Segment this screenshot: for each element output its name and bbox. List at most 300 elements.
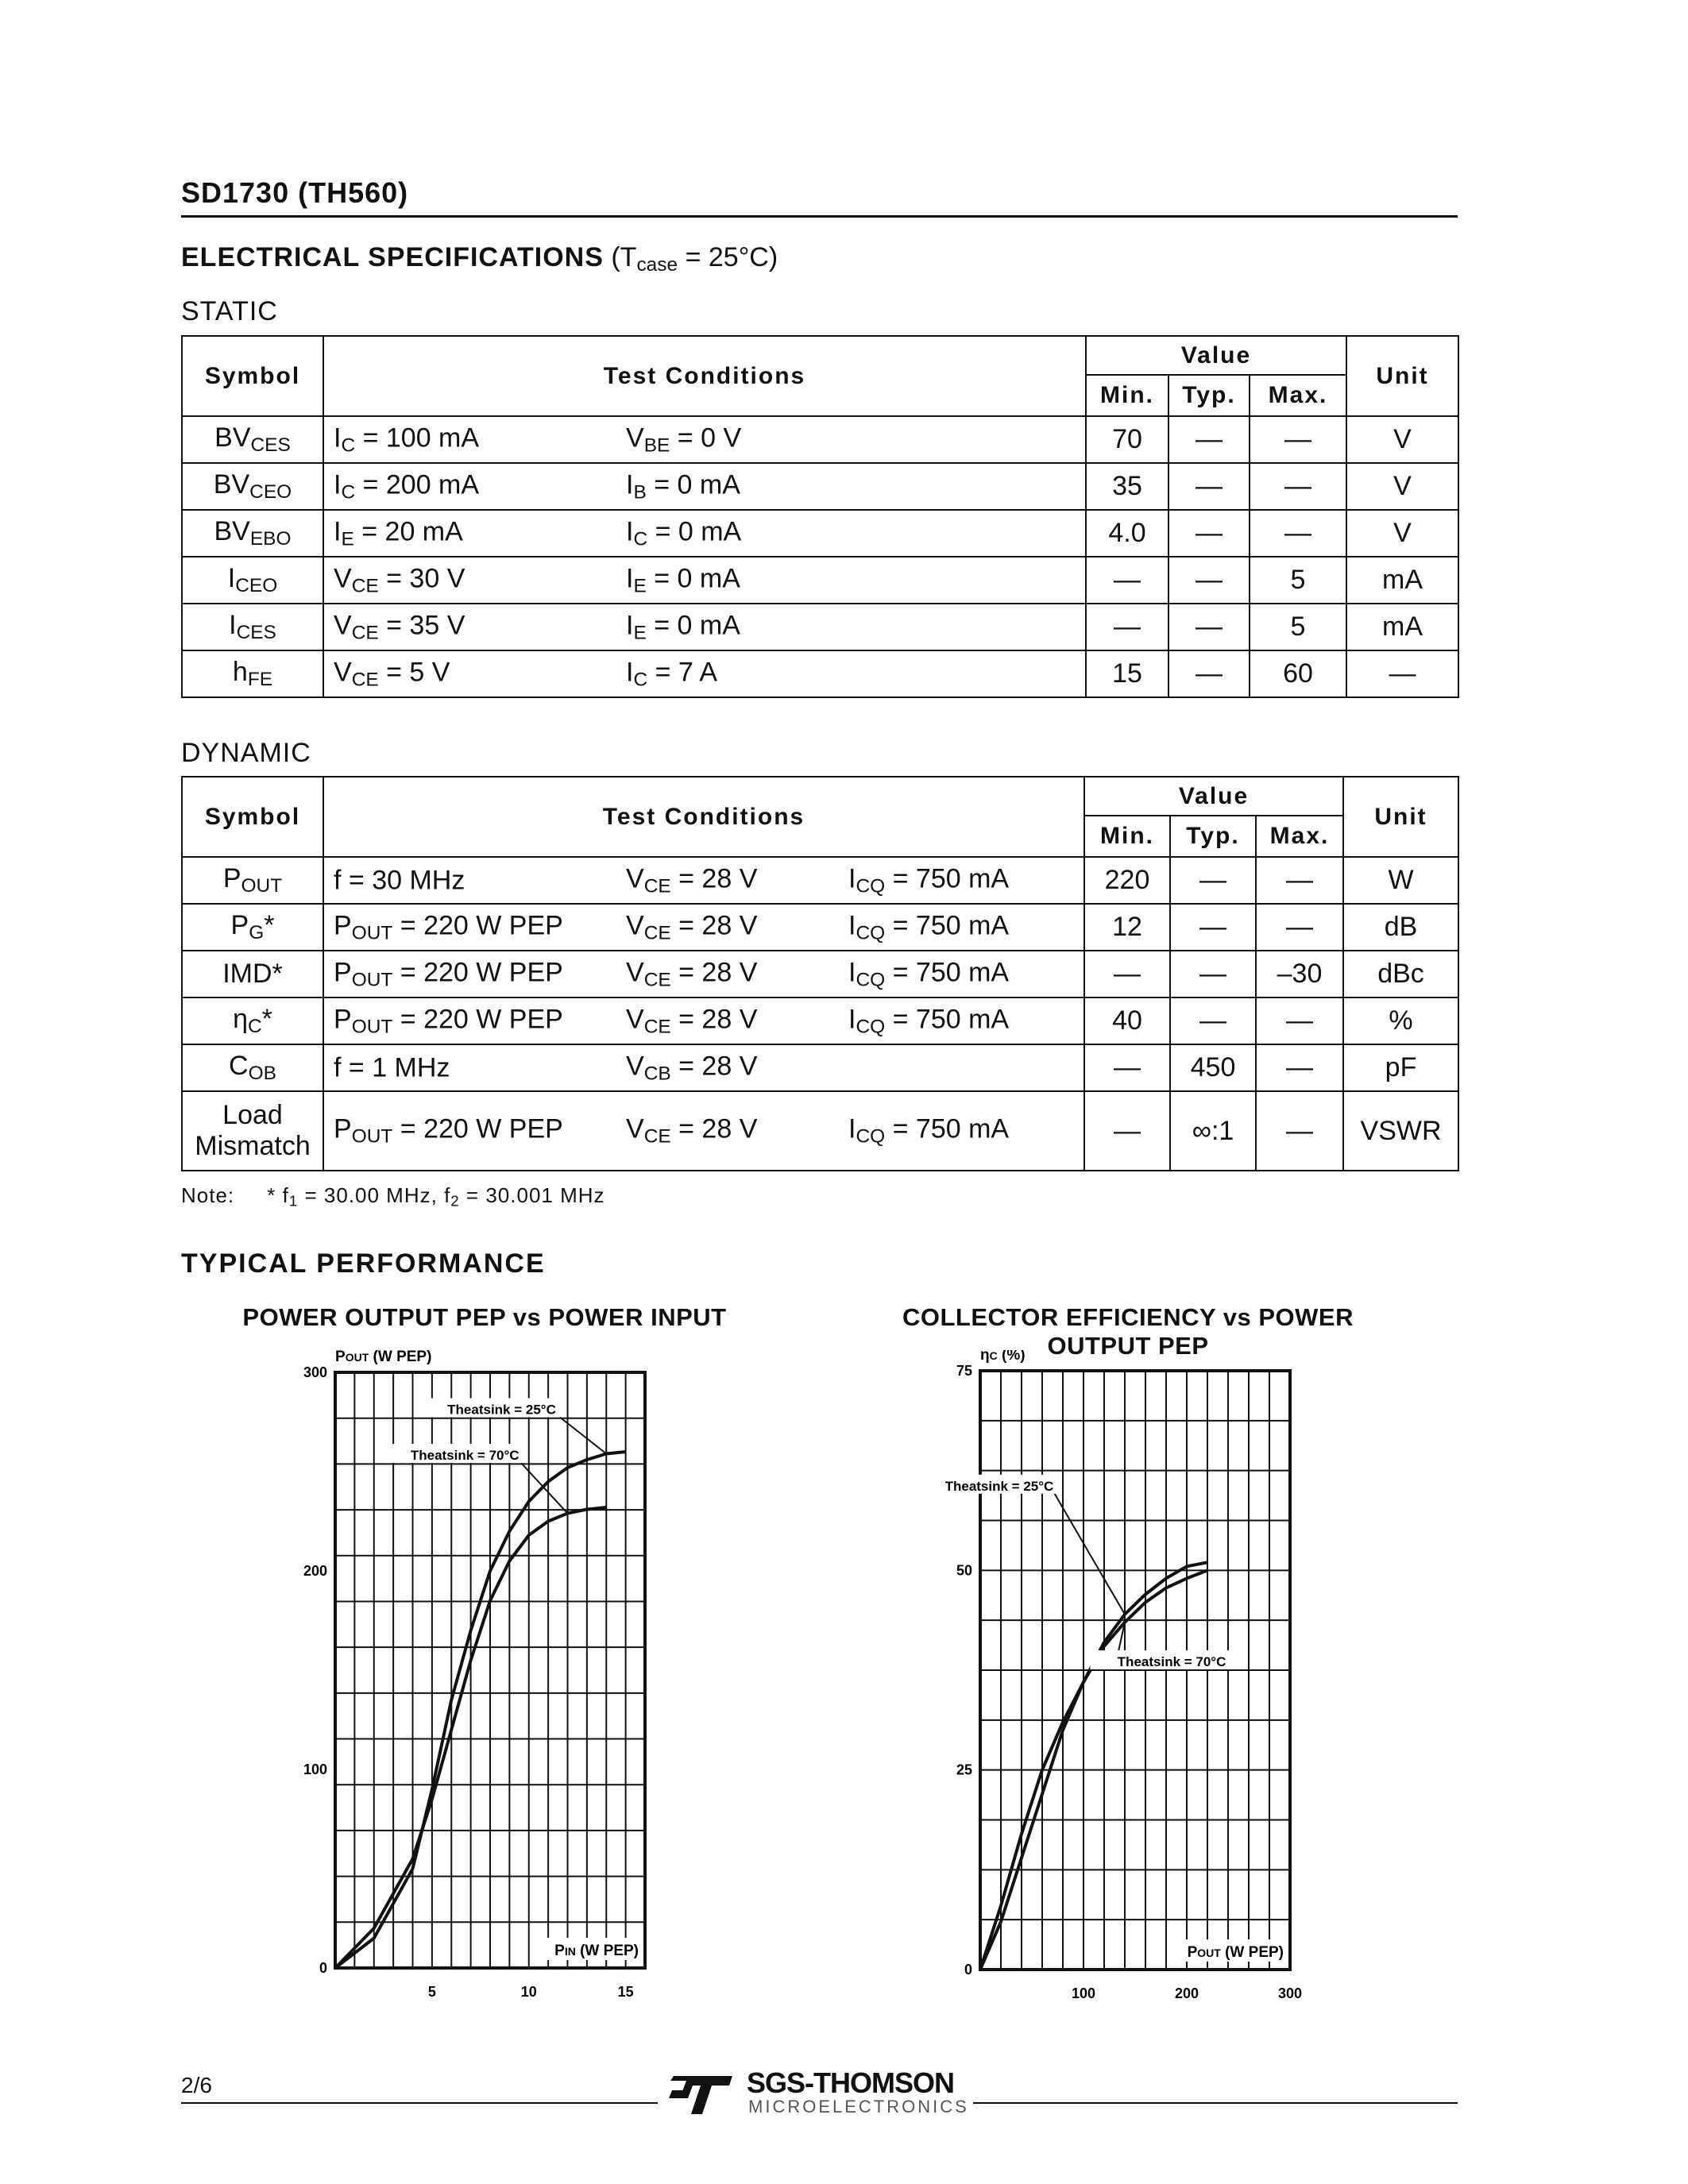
x-tick-label: 15	[617, 1984, 634, 2000]
test-conditions-cell	[323, 650, 1086, 697]
symbol-main: η	[233, 1003, 248, 1034]
symbol-cell	[182, 951, 323, 997]
series-annotation: Theatsink = 70°C	[1117, 1653, 1226, 1669]
min-cell: 40	[1084, 997, 1170, 1044]
text-rest: = 28 V	[670, 1050, 758, 1081]
symbol-main: I	[227, 562, 236, 593]
text-sub: C	[633, 528, 648, 550]
text-main: V	[626, 1113, 644, 1144]
typ-cell: —	[1170, 857, 1256, 904]
typ-cell: ∞:1	[1170, 1091, 1256, 1171]
unit-cell: dB	[1343, 904, 1458, 951]
text-rest: = 0 mA	[647, 515, 742, 546]
condition-2	[626, 423, 741, 457]
static-header-typ: Typ.	[1168, 375, 1250, 416]
y-axis-label-part: (%)	[997, 1350, 1026, 1364]
condition-3	[848, 957, 1009, 991]
st-logo-icon	[666, 2070, 734, 2117]
test-conditions-cell	[323, 604, 1086, 650]
text-sub: CE	[643, 1125, 671, 1148]
text-main: V	[626, 909, 644, 940]
test-conditions-cell	[323, 510, 1086, 557]
text-main: I	[334, 515, 342, 546]
text-sub: CE	[643, 969, 671, 991]
text-main: P	[334, 1003, 352, 1034]
x-tick-label: 300	[1277, 1985, 1303, 2001]
test-conditions-cell	[323, 997, 1084, 1044]
text-main: V	[626, 1050, 644, 1081]
text-main: P	[334, 956, 352, 987]
text-rest: = 35 V	[378, 609, 465, 640]
chart2-collector-efficiency	[945, 1350, 1327, 2033]
text-main: I	[626, 609, 634, 640]
x-tick-label: 100	[1071, 1985, 1096, 2001]
symbol-main: BV	[213, 469, 250, 500]
max-cell: 5	[1250, 604, 1346, 650]
symbol-main: Load Mismatch	[195, 1100, 311, 1161]
condition-3	[848, 910, 1009, 944]
max-cell: —	[1250, 510, 1346, 557]
text-sub: C	[341, 434, 356, 457]
text-sub: CB	[643, 1063, 671, 1085]
static-header-symbol: Symbol	[182, 336, 323, 416]
symbol-sub: CEO	[235, 575, 278, 597]
text-rest: = 0 mA	[646, 562, 740, 593]
typ-cell: 450	[1170, 1044, 1256, 1091]
text-rest: = 28 V	[670, 862, 758, 893]
y-axis-label	[335, 1350, 431, 1365]
typ-cell: —	[1168, 650, 1250, 697]
y-tick-label: 0	[964, 1962, 972, 1978]
unit-cell: VSWR	[1343, 1091, 1458, 1171]
y-tick-label: 200	[303, 1563, 327, 1579]
text-rest: = 0 V	[670, 422, 742, 453]
condition-1	[334, 957, 563, 991]
x-axis-label-part: OUT	[1197, 1947, 1221, 1959]
text-main: I	[626, 656, 634, 687]
condition-2	[626, 957, 757, 991]
y-axis-label-part: P	[335, 1350, 346, 1365]
symbol-cell	[182, 416, 323, 463]
spec-heading	[181, 242, 778, 276]
dynamic-header-unit: Unit	[1343, 777, 1458, 857]
condition-1	[334, 563, 465, 597]
symbol-main: BV	[214, 422, 251, 453]
condition-2	[626, 563, 740, 597]
text-rest: = 200 mA	[355, 469, 480, 500]
condition-1	[334, 516, 463, 550]
dynamic-header-typ: Typ.	[1170, 816, 1256, 857]
chart1-power-output	[302, 1350, 683, 2033]
text-main: I	[848, 1113, 856, 1144]
symbol-main: h	[232, 656, 248, 687]
max-cell: —	[1256, 904, 1343, 951]
condition-3	[848, 1004, 1009, 1038]
table-row	[182, 1044, 1458, 1091]
unit-cell: V	[1346, 510, 1458, 557]
condition-1	[334, 865, 465, 896]
condition-1	[334, 910, 563, 944]
table-row	[182, 604, 1458, 650]
text-rest: = 0 mA	[646, 609, 740, 640]
unit-cell: V	[1346, 416, 1458, 463]
text-sub: CE	[643, 1016, 671, 1038]
spec-cond-suffix: = 25°C)	[678, 242, 778, 272]
dynamic-header-max: Max.	[1256, 816, 1343, 857]
table-row	[182, 904, 1458, 951]
condition-1	[334, 469, 479, 504]
x-axis-label-part: (W PEP)	[1220, 1944, 1284, 1961]
static-header-value: Value	[1086, 336, 1346, 375]
text-sub: OUT	[351, 922, 393, 944]
text-sub: CE	[643, 922, 671, 944]
spec-cond-prefix: (T	[611, 242, 637, 272]
y-tick-label: 50	[956, 1562, 972, 1579]
unit-cell: mA	[1346, 604, 1458, 650]
typ-cell: —	[1168, 463, 1250, 510]
table-row	[182, 951, 1458, 997]
min-cell: —	[1084, 1091, 1170, 1171]
table-row	[182, 510, 1458, 557]
typ-cell: —	[1168, 416, 1250, 463]
text-main: V	[334, 656, 352, 687]
condition-2	[626, 1051, 757, 1085]
text-main: P	[334, 909, 352, 940]
symbol-sub: OUT	[241, 875, 283, 897]
x-axis-label	[554, 1943, 639, 1959]
unit-cell: V	[1346, 463, 1458, 510]
test-conditions-cell	[323, 857, 1084, 904]
text-sub: CQ	[856, 1125, 886, 1148]
x-axis-label-part: IN	[564, 1945, 576, 1958]
text-main: V	[334, 609, 352, 640]
text-sub: BE	[643, 434, 670, 457]
static-header-max: Max.	[1250, 375, 1346, 416]
chart2-title: COLLECTOR EFFICIENCY vs POWER OUTPUT PEP	[902, 1303, 1354, 1360]
symbol-main: P	[222, 862, 241, 893]
series-annotation: Theatsink = 70°C	[410, 1448, 520, 1463]
symbol-sub: G	[249, 922, 265, 944]
unit-cell: mA	[1346, 557, 1458, 604]
y-tick-label: 0	[319, 1960, 327, 1976]
text-main: V	[626, 956, 644, 987]
text-main: I	[626, 515, 634, 546]
text-rest: = 100 mA	[355, 422, 480, 453]
text-sub: CQ	[856, 922, 886, 944]
text-sub: B	[633, 481, 647, 504]
x-axis-label-part: P	[1187, 1944, 1198, 1961]
symbol-cell	[182, 463, 323, 510]
y-tick-label: 25	[956, 1761, 972, 1778]
symbol-cell	[182, 557, 323, 604]
symbol-sub: FE	[247, 669, 273, 691]
spec-heading-text: ELECTRICAL SPECIFICATIONS	[181, 242, 604, 272]
series-line-0	[335, 1452, 626, 1968]
max-cell: —	[1256, 1091, 1343, 1171]
table-row	[182, 997, 1458, 1044]
max-cell: —	[1256, 857, 1343, 904]
symbol-main: C	[229, 1050, 249, 1081]
y-axis-label	[980, 1350, 1026, 1364]
page-number: 2/6	[181, 2073, 212, 2097]
condition-2	[626, 863, 757, 897]
condition-3	[848, 1113, 1009, 1148]
condition-3	[848, 863, 1009, 897]
max-cell: —	[1256, 997, 1343, 1044]
text-rest: = 28 V	[670, 1113, 758, 1144]
text-rest: = 5 V	[378, 656, 450, 687]
y-axis-label-part: C	[989, 1350, 998, 1362]
dynamic-header-min: Min.	[1084, 816, 1170, 857]
text-sub: C	[633, 669, 648, 691]
condition-1	[334, 1004, 563, 1038]
symbol-cell	[182, 650, 323, 697]
max-cell: 60	[1250, 650, 1346, 697]
brand-subtitle: MICROELECTRONICS	[748, 2097, 969, 2116]
min-cell: 70	[1086, 416, 1168, 463]
symbol-suffix: *	[264, 909, 275, 940]
title-rule	[181, 215, 1458, 218]
max-cell: –30	[1256, 951, 1343, 997]
symbol-main: BV	[214, 515, 250, 546]
text-main: I	[334, 469, 342, 500]
symbol-main: P	[230, 909, 249, 940]
table-row	[182, 650, 1458, 697]
symbol-sub: EBO	[249, 528, 292, 550]
text-sub: OUT	[351, 1016, 393, 1038]
text-sub: E	[633, 622, 647, 644]
symbol-main: I	[229, 609, 237, 640]
typ-cell: —	[1170, 997, 1256, 1044]
y-tick-label: 300	[303, 1364, 327, 1380]
text-rest: = 220 W PEP	[392, 909, 563, 940]
footer-rule-right	[973, 2102, 1458, 2104]
brand-name: SGS-THOMSON	[747, 2066, 955, 2099]
test-conditions-cell	[323, 1091, 1084, 1171]
text-sub: CE	[351, 622, 379, 644]
series-annotation: Theatsink = 25°C	[945, 1478, 1054, 1494]
x-tick-label: 200	[1174, 1985, 1199, 2001]
text-main: V	[334, 562, 352, 593]
chart1-title: POWER OUTPUT PEP vs POWER INPUT	[242, 1303, 727, 1331]
condition-1	[334, 423, 479, 457]
dynamic-header-test-conditions: Test Conditions	[323, 777, 1084, 857]
text-main: I	[848, 1003, 856, 1034]
condition-2	[626, 610, 740, 644]
text-rest: = 220 W PEP	[392, 956, 563, 987]
symbol-cell	[182, 857, 323, 904]
y-tick-label: 75	[956, 1363, 972, 1379]
min-cell: —	[1084, 1044, 1170, 1091]
text-main: P	[334, 1113, 352, 1144]
text-rest: = 750 mA	[885, 1003, 1010, 1034]
text-sub: CE	[351, 575, 379, 597]
test-conditions-cell	[323, 463, 1086, 510]
min-cell: 4.0	[1086, 510, 1168, 557]
min-cell: 15	[1086, 650, 1168, 697]
condition-2	[626, 657, 717, 691]
condition-2	[626, 516, 741, 550]
text-rest: = 28 V	[670, 909, 758, 940]
symbol-cell	[182, 604, 323, 650]
table-row	[182, 463, 1458, 510]
typical-performance-heading: TYPICAL PERFORMANCE	[181, 1248, 546, 1279]
x-axis-label	[1188, 1944, 1284, 1961]
min-cell: —	[1084, 951, 1170, 997]
footnote	[181, 1183, 605, 1210]
symbol-sub: C	[248, 1016, 262, 1038]
table-row	[182, 557, 1458, 604]
typ-cell: —	[1168, 604, 1250, 650]
x-axis-label-part: (W PEP)	[575, 1943, 639, 1959]
text-sub: CE	[351, 669, 379, 691]
text-main: I	[334, 422, 342, 453]
text-rest: = 750 mA	[885, 1113, 1010, 1144]
unit-cell: —	[1346, 650, 1458, 697]
annotation-leader	[1055, 1494, 1125, 1615]
static-header-test-conditions: Test Conditions	[323, 336, 1086, 416]
max-cell: —	[1250, 416, 1346, 463]
symbol-sub: CES	[250, 434, 291, 457]
text-rest: = 0 mA	[646, 469, 740, 500]
condition-text: f = 1 MHz	[334, 1052, 450, 1082]
test-conditions-cell	[323, 1044, 1084, 1091]
static-label: STATIC	[181, 296, 278, 326]
text-sub: E	[341, 528, 354, 550]
text-rest: = 750 mA	[885, 862, 1010, 893]
typ-cell: —	[1170, 904, 1256, 951]
min-cell: —	[1086, 604, 1168, 650]
dynamic-label: DYNAMIC	[181, 738, 311, 768]
test-conditions-cell	[323, 904, 1084, 951]
condition-text: f = 30 MHz	[334, 865, 465, 895]
text-main: I	[626, 562, 634, 593]
symbol-cell	[182, 1044, 323, 1091]
unit-cell: W	[1343, 857, 1458, 904]
text-rest: = 750 mA	[885, 956, 1010, 987]
x-tick-label: 5	[427, 1984, 436, 2000]
text-rest: = 28 V	[670, 1003, 758, 1034]
symbol-suffix: *	[261, 1003, 272, 1034]
symbol-main: IMD*	[222, 959, 283, 989]
typ-cell: —	[1168, 510, 1250, 557]
spec-cond-sub: case	[636, 254, 678, 276]
static-header-unit: Unit	[1346, 336, 1458, 416]
condition-1	[334, 657, 450, 691]
text-main: V	[626, 1003, 644, 1034]
symbol-cell	[182, 997, 323, 1044]
text-main: V	[626, 422, 644, 453]
text-main: I	[848, 862, 856, 893]
text-main: I	[626, 469, 634, 500]
series-line-0	[980, 1562, 1207, 1970]
text-rest: = 7 A	[647, 656, 718, 687]
condition-2	[626, 469, 740, 504]
symbol-cell	[182, 1091, 323, 1171]
text-sub: CQ	[856, 1016, 886, 1038]
part-title: SD1730 (TH560)	[181, 176, 409, 209]
max-cell: —	[1256, 1044, 1343, 1091]
unit-cell: dBc	[1343, 951, 1458, 997]
symbol-sub: CEO	[249, 481, 292, 504]
text-sub: CQ	[856, 875, 886, 897]
text-sub: CQ	[856, 969, 886, 991]
text-main: I	[848, 909, 856, 940]
text-rest: = 20 mA	[353, 515, 463, 546]
y-axis-label-part: OUT	[345, 1351, 369, 1364]
text-sub: CE	[643, 875, 671, 897]
condition-2	[626, 1004, 757, 1038]
y-tick-label: 100	[303, 1761, 327, 1777]
text-sub: E	[633, 575, 647, 597]
unit-cell: %	[1343, 997, 1458, 1044]
x-tick-label: 10	[520, 1984, 537, 2000]
note-text-a: * f	[267, 1183, 289, 1207]
text-rest: = 220 W PEP	[392, 1003, 563, 1034]
condition-1	[334, 610, 465, 644]
test-conditions-cell	[323, 557, 1086, 604]
table-row	[182, 416, 1458, 463]
text-rest: = 30 V	[378, 562, 465, 593]
text-main: I	[848, 956, 856, 987]
dynamic-table	[181, 776, 1459, 1171]
symbol-sub: OB	[248, 1063, 276, 1085]
text-sub: OUT	[351, 1125, 393, 1148]
dynamic-header-symbol: Symbol	[182, 777, 323, 857]
condition-2	[626, 1113, 757, 1148]
text-rest: = 750 mA	[885, 909, 1010, 940]
max-cell: —	[1250, 463, 1346, 510]
static-table	[181, 335, 1459, 698]
note-label: Note:	[181, 1183, 235, 1207]
condition-1	[334, 1052, 450, 1083]
note-sub2: 2	[450, 1192, 460, 1210]
text-rest: = 28 V	[670, 956, 758, 987]
text-main: V	[626, 862, 644, 893]
unit-cell: pF	[1343, 1044, 1458, 1091]
symbol-cell	[182, 510, 323, 557]
note-sub1: 1	[288, 1192, 299, 1210]
min-cell: 12	[1084, 904, 1170, 951]
symbol-cell	[182, 904, 323, 951]
typ-cell: —	[1168, 557, 1250, 604]
footer-rule-left	[181, 2102, 658, 2104]
y-axis-label-part: η	[980, 1350, 990, 1364]
table-row	[182, 1091, 1458, 1171]
condition-1	[334, 1113, 563, 1148]
test-conditions-cell	[323, 416, 1086, 463]
static-header-min: Min.	[1086, 375, 1168, 416]
x-axis-label-part: P	[554, 1943, 565, 1959]
y-axis-label-part: (W PEP)	[369, 1350, 432, 1365]
min-cell: 220	[1084, 857, 1170, 904]
text-sub: C	[341, 481, 356, 504]
test-conditions-cell	[323, 951, 1084, 997]
note-text-b: = 30.00 MHz, f	[298, 1183, 451, 1207]
min-cell: —	[1086, 557, 1168, 604]
text-rest: = 220 W PEP	[392, 1113, 563, 1144]
note-text-c: = 30.001 MHz	[459, 1183, 605, 1207]
typ-cell: —	[1170, 951, 1256, 997]
condition-2	[626, 910, 757, 944]
min-cell: 35	[1086, 463, 1168, 510]
symbol-sub: CES	[236, 622, 276, 644]
dynamic-header-value: Value	[1084, 777, 1343, 816]
max-cell: 5	[1250, 557, 1346, 604]
table-row	[182, 857, 1458, 904]
series-annotation: Theatsink = 25°C	[447, 1402, 556, 1418]
text-sub: OUT	[351, 969, 393, 991]
